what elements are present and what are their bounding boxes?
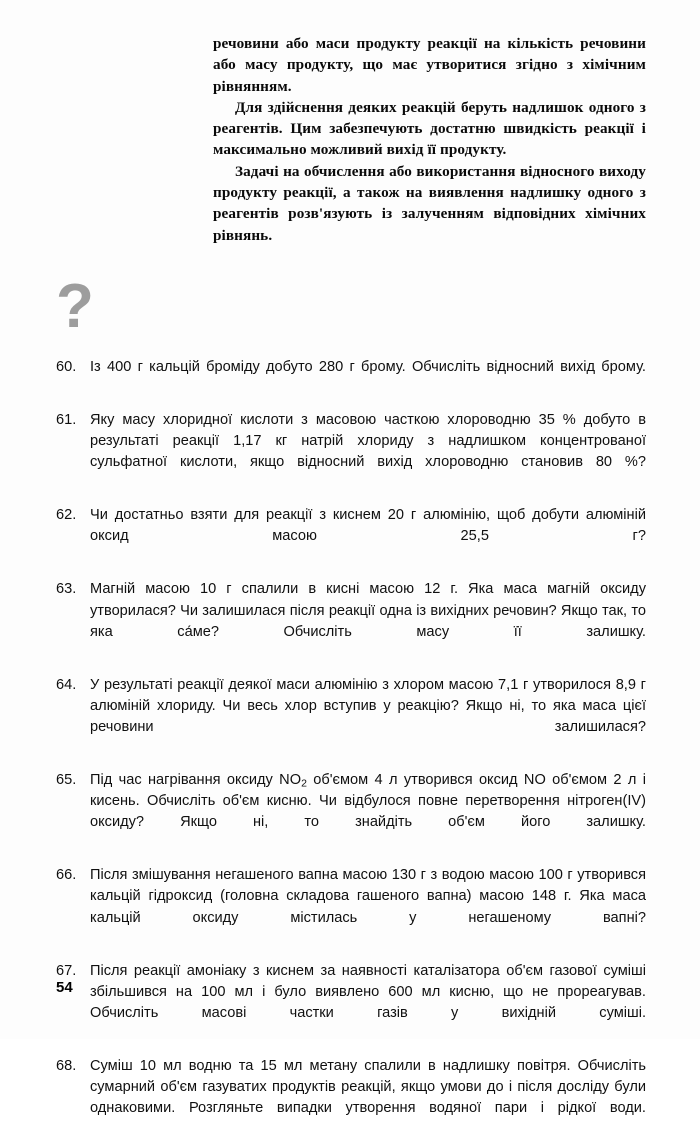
exercise-item [56,1056,646,1141]
exercise-item [56,410,646,495]
exercise-number: 65. [56,771,77,788]
exercise-text: Чи достатньо взяти для реакції з киснем 20 г алюмінію, щоб добути алюміній оксид масою 25,5 г? [90,507,646,545]
exercise-item [56,961,646,1046]
question-mark-icon: ? [56,272,94,341]
exercise-number: 66. [56,867,77,884]
exercise-number: 63. [56,581,77,598]
exercise-item [56,865,646,950]
exercise-text: Під час нагрівання оксиду $NO_2$ об'ємом 4 л утворився оксид NO об'ємом 2 л і кисень. Обчисліть об'єм кисню. Чи відбулося повне перетворення нітроген(IV) оксиду? Якщо ні, то знайдіть об'єм його залишку. [90,771,646,831]
exercise-text: У результаті реакції деякої маси алюмінію з хлором масою 7,1 г утворилося 8,9 г алюміній хлориду. Чи весь хлор вступив у реакцію? Якщо ні, то яка маса цієї речовини залишилася? [90,676,646,736]
page-number: 54 [56,979,73,996]
exercise-number: 60. [56,359,77,375]
intro-paragraph-2: Для здійснення деяких реакцій беруть надлишок одного з реагентів. Цим забезпечують достатню швидкість реакції і максимально можливий вихід її продукту. [213,98,646,159]
exercise-item [56,770,646,855]
exercise-text: Магній масою 10 г спалили в кисні масою 12 г. Яка маса магній оксиду утворилася? Чи залишилася після реакції одна із вихідних речовин? Якщо так, то яка са́ме? Обчисліть масу її залишку. [90,581,646,640]
exercise-text: Із 400 г кальцій броміду добуто 280 г брому. Обчисліть відносний вихід брому. [90,359,646,375]
exercise-number: 64. [56,676,77,693]
intro-paragraph-3: Задачі на обчислення або використання відносного виходу продукту реакції, а також на виявлення надлишку одного з реагентів розв'язують із залученням відповідних хімічних рівнянь. [213,162,646,244]
exercise-text: Після змішування негашеного вапна масою 130 г з водою масою 100 г утворився кальцій гідроксид (головна складова гашеного вапна) масою 148 г. Яка маса кальцій оксиду містилась у негашеному вапні? [90,867,646,926]
exercise-item [56,675,646,760]
exercise-text: Яку масу хлоридної кислоти з масовою часткою хлороводню 35 % добуто в результаті реакції 1,17 кг натрій хлориду з надлишком концентрованої сульфатної кислоти, якщо відносний вихід хлороводню становив 80 %? [90,411,646,471]
exercise-text: Після реакції амоніаку з киснем за наявності каталізатора об'єм газової суміші збільшився на 100 мл і було виявлено 600 мл кисню, що не прореагував. Обчисліть масові частки газів у вихідній суміші. [90,962,646,1021]
exercise-item [56,579,646,664]
intro-text-block [213,33,646,246]
exercise-item [56,505,646,569]
intro-paragraph-1: речовини або маси продукту реакції на кількість речовини або масу продукту, що має утворитися згідно з хімічним рівнянням. [213,35,646,95]
exercise-list [56,357,646,1141]
exercise-number: 62. [56,507,77,524]
exercise-text: Суміш 10 мл водню та 15 мл метану спалили в надлишку повітря. Обчисліть сумарний об'єм газуватих продуктів реакцій, якщо умови до і після досліду були однаковими. Розгляньте випадки утворення водяної пари і рідкої води. [90,1057,646,1117]
exercise-item [56,357,646,399]
exercise-number: 67. [56,962,77,979]
exercise-number: 68. [56,1057,77,1074]
exercise-number: 61. [56,411,77,428]
